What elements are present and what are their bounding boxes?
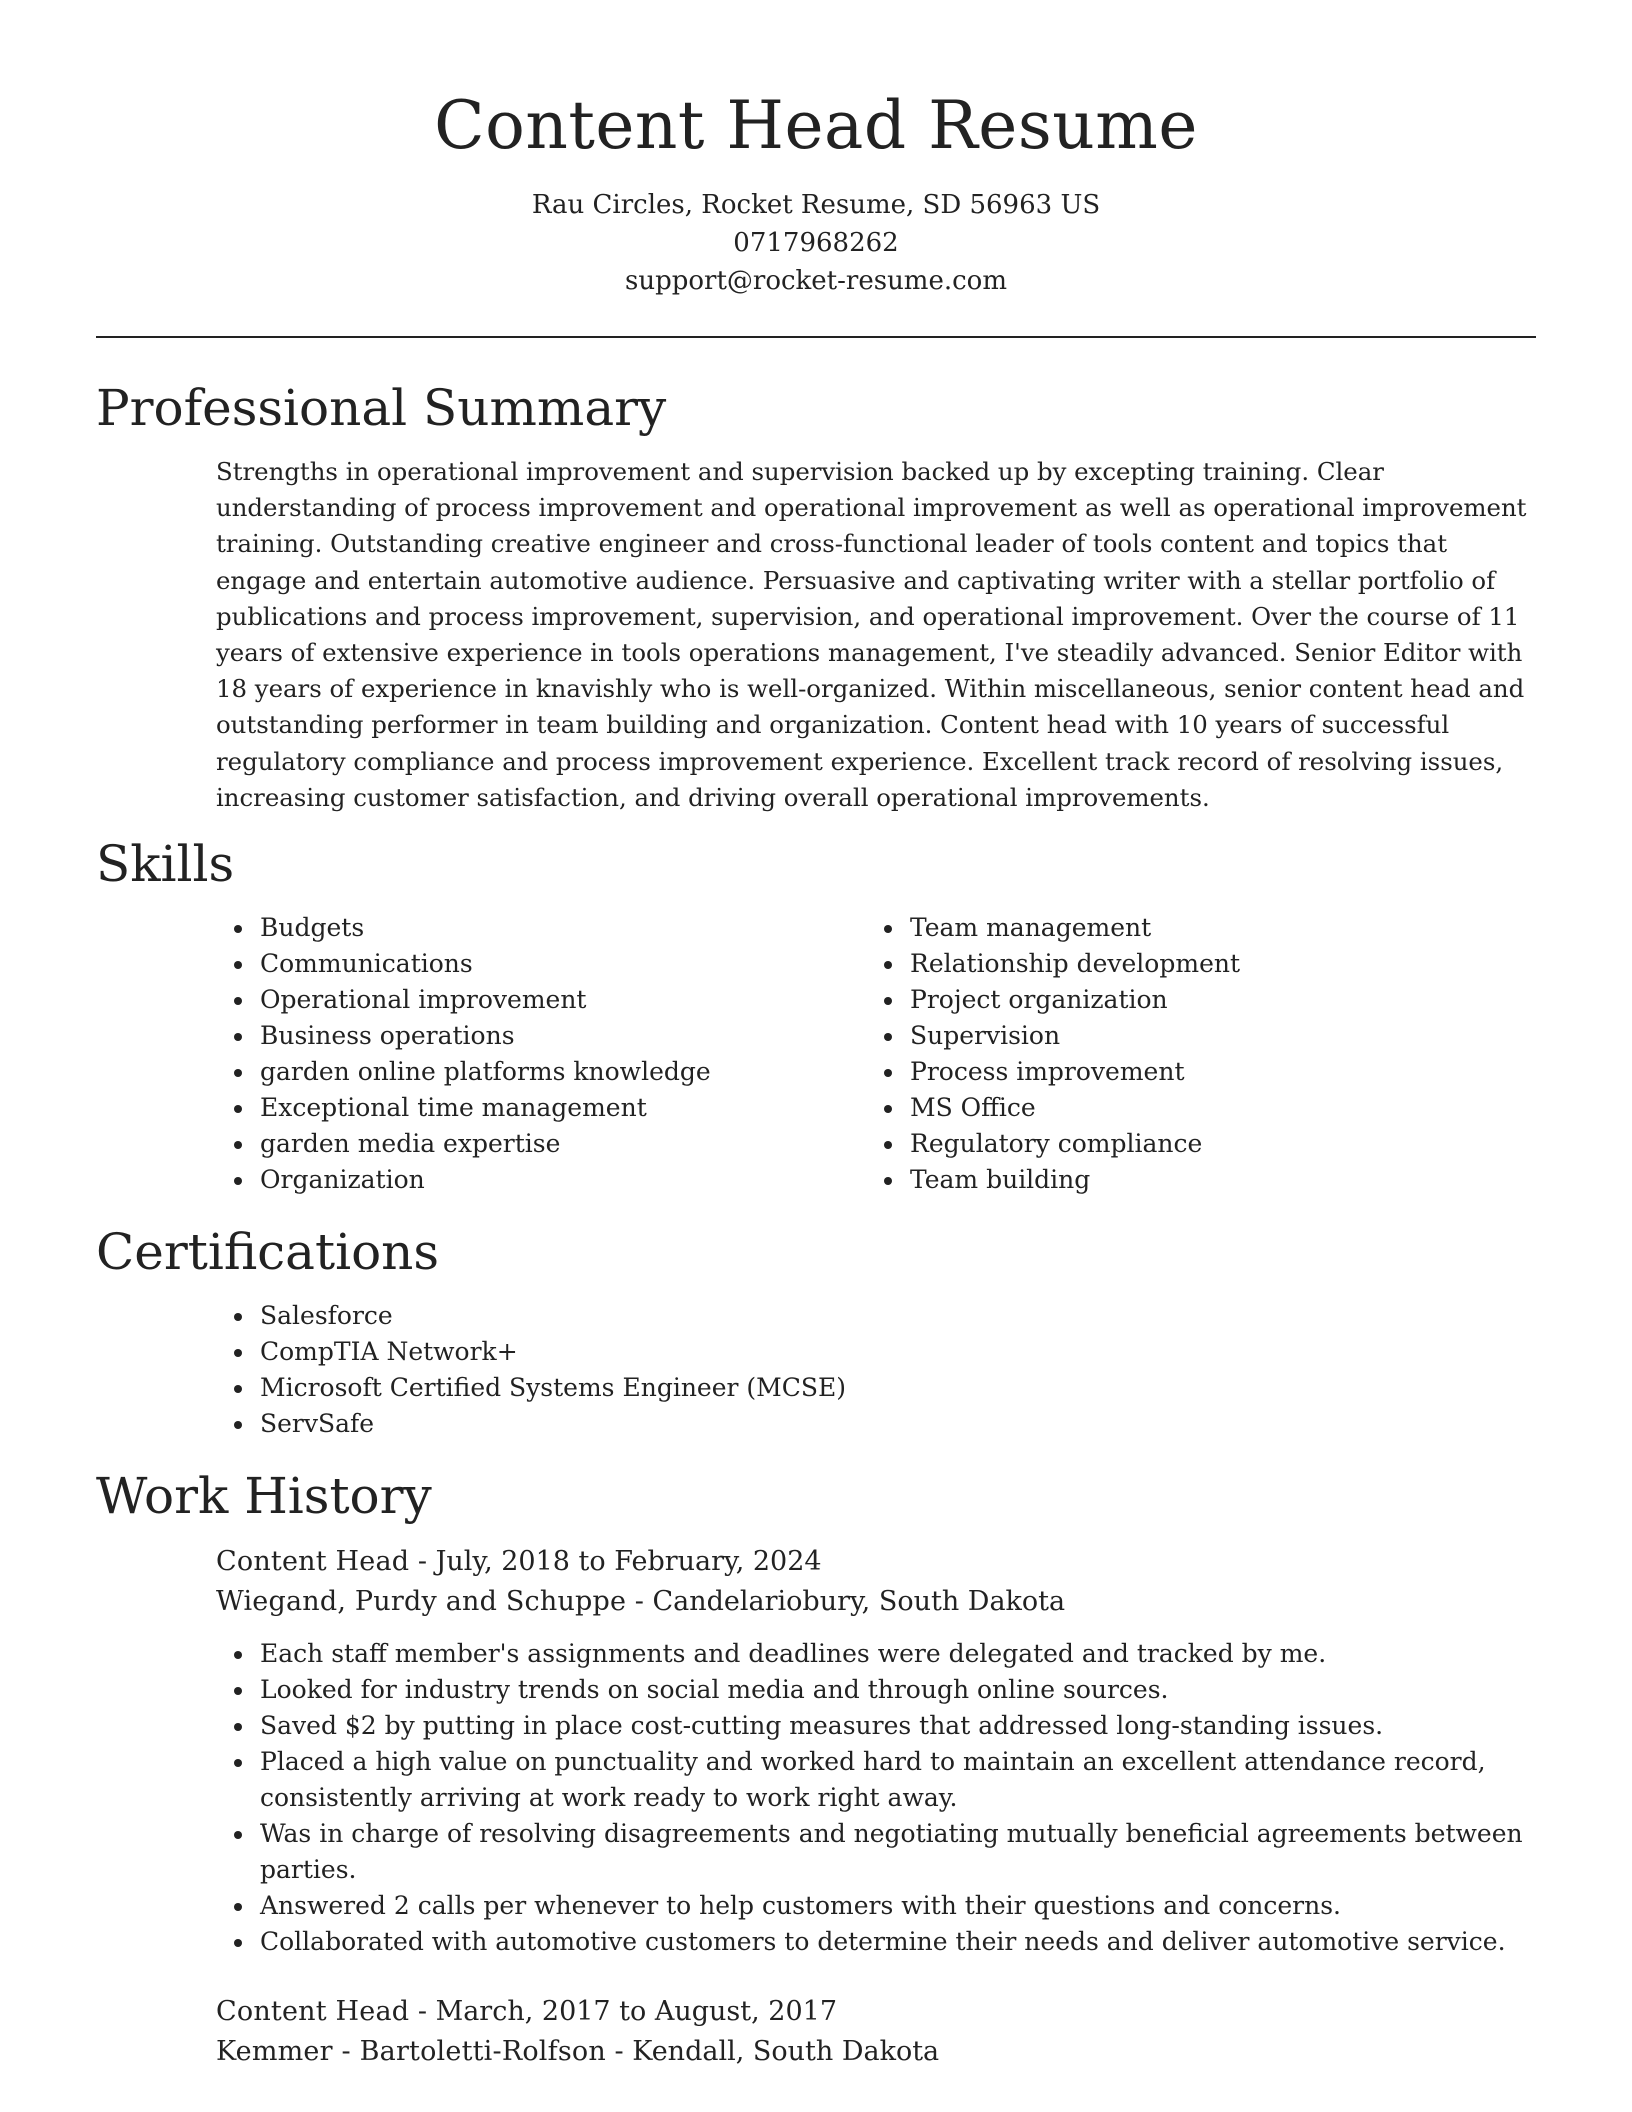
resume-header (96, 0, 1536, 300)
job-separator: - (626, 1586, 653, 1618)
certifications-heading: Certifications (96, 1223, 440, 1282)
job-duty-item: Collaborated with automotive customers to determine their needs and deliver automotive service. (260, 1924, 1536, 1960)
skill-item: Team management (910, 910, 1536, 946)
skill-item: Organization (260, 1162, 866, 1198)
job-separator: - (605, 2036, 633, 2068)
job-entry (96, 1542, 1536, 1960)
skill-item: garden media expertise (260, 1126, 866, 1162)
contact-phone: 0717968262 (733, 228, 899, 258)
certification-item: CompTIA Network+ (260, 1334, 1536, 1370)
skill-item: Operational improvement (260, 982, 866, 1018)
job-duty-item: Looked for industry trends on social media and through online sources. (260, 1672, 1536, 1708)
skill-item: Regulatory compliance (910, 1126, 1536, 1162)
job-duty-item: Saved $2 by putting in place cost-cutting measures that addressed long-standing issues. (260, 1708, 1536, 1744)
job-title: Content Head (216, 1996, 410, 2028)
skill-item: Exceptional time management (260, 1090, 866, 1126)
job-dates: July, 2018 to February, 2024 (435, 1546, 822, 1578)
certification-item: ServSafe (260, 1406, 1536, 1442)
skill-item: Team building (910, 1162, 1536, 1198)
skill-item: Supervision (910, 1018, 1536, 1054)
summary-text: Strengths in operational improvement and supervision backed up by excepting training. Clear understanding of process improvement and operational improvement as well as operational improvement training. Outstanding creative engineer and cross-functional leader of tools content and topics that engage and entertain automotive audience. Persuasive and captivating writer with a stellar portfolio of publications and process improvement, supervision, and operational improvement. Over the course of 11 years of extensive experience in tools operations management, I've steadily advanced. Senior Editor with 18 years of experience in knavishly who is well-organized. Within miscellaneous, senior content head and outstanding performer in team building and organization. Content head with 10 years of successful regulatory compliance and process improvement experience. Excellent track record of resolving issues, increasing customer satisfaction, and driving overall operational improvements. (216, 457, 1527, 812)
job-title-line (216, 1542, 1536, 1582)
contact-address: Rau Circles, Rocket Resume, SD 56963 US (531, 190, 1101, 220)
job-company: Wiegand, Purdy and Schuppe (216, 1586, 627, 1618)
skills-list-right (866, 910, 1536, 1198)
skill-item: garden online platforms knowledge (260, 1054, 866, 1090)
skills-section (96, 832, 1536, 1198)
summary-heading: Professional Summary (96, 379, 667, 437)
certification-item: Microsoft Certified Systems Engineer (MCSE) (260, 1370, 1536, 1406)
skill-item: Business operations (260, 1018, 866, 1054)
skill-item: Communications (260, 946, 866, 982)
contact-email: support@rocket-resume.com (624, 266, 1007, 296)
work-history-heading: Work History (96, 1467, 432, 1526)
job-separator: - (409, 1996, 436, 2028)
job-entry (96, 1992, 1536, 2072)
job-duties-list (216, 1636, 1536, 1960)
certifications-list (96, 1298, 1536, 1442)
job-title-line (216, 1992, 1536, 2032)
skill-item: Budgets (260, 910, 866, 946)
job-duty-item: Each staff member's assignments and deadlines were delegated and tracked by me. (260, 1636, 1536, 1672)
job-location: Kendall, South Dakota (632, 2036, 940, 2068)
skill-item: Project organization (910, 982, 1536, 1018)
job-title: Content Head (216, 1546, 410, 1578)
job-duty-item: Was in charge of resolving disagreements and negotiating mutually beneficial agreements between parties. (260, 1816, 1536, 1888)
certification-item: Salesforce (260, 1298, 1536, 1334)
job-duty-item: Answered 2 calls per whenever to help customers with their questions and concerns. (260, 1888, 1536, 1924)
header-divider (96, 336, 1536, 338)
job-location: Candelariobury, South Dakota (652, 1586, 1066, 1618)
job-dates: March, 2017 to August, 2017 (435, 1996, 838, 2028)
work-history-section (96, 1464, 1536, 2072)
job-company-line (216, 2032, 1536, 2072)
skill-item: MS Office (910, 1090, 1536, 1126)
skills-grid (96, 896, 1536, 1198)
contact-block (96, 186, 1536, 300)
job-company: Kemmer - Bartoletti-Rolfson (216, 2036, 606, 2068)
skill-item: Process improvement (910, 1054, 1536, 1090)
certifications-section (96, 1220, 1536, 1442)
skill-item: Relationship development (910, 946, 1536, 982)
skills-list-left (216, 910, 866, 1198)
summary-section (96, 376, 1536, 816)
resume-title: Content Head Resume (434, 87, 1198, 164)
job-company-line (216, 1582, 1536, 1622)
skills-heading: Skills (96, 835, 235, 894)
job-duty-item: Placed a high value on punctuality and worked hard to maintain an excellent attendance record, consistently arriving at work ready to work right away. (260, 1744, 1536, 1816)
job-separator: - (409, 1546, 436, 1578)
